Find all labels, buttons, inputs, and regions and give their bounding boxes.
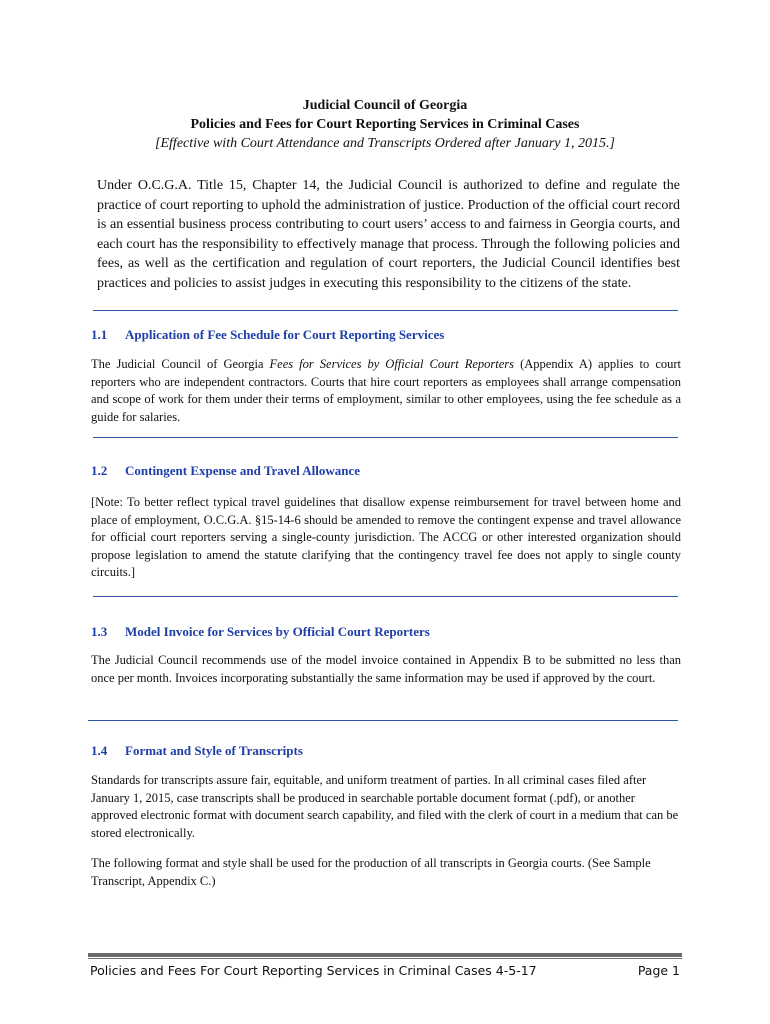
document-subtitle: Policies and Fees for Court Reporting Services in Criminal Cases xyxy=(190,117,580,132)
footer-rule-thin xyxy=(88,958,682,959)
section-title: Model Invoice for Services by Official Court Reporters xyxy=(125,624,430,639)
section-heading-1-3 xyxy=(91,624,430,640)
section-number: 1.2 xyxy=(91,463,108,478)
section-divider xyxy=(93,310,678,311)
section-heading-1-4 xyxy=(91,743,303,759)
section-body-1-1 xyxy=(91,356,681,426)
footer-document-title: Policies and Fees For Court Reporting Services in Criminal Cases 4-5-17 xyxy=(90,963,537,978)
effective-date-note: [Effective with Court Attendance and Transcripts Ordered after January 1, 2015.] xyxy=(155,136,615,151)
section-body-1-4-continued: The following format and style shall be used for the production of all transcripts in Georgia courts. (See Sample Transcript, Appendix C.) xyxy=(91,856,651,888)
body-text: The Judicial Council of Georgia xyxy=(91,357,270,371)
body-text-italic: Fees for Services by Official Court Reporters xyxy=(269,357,515,371)
footer-rule xyxy=(88,953,682,957)
section-title: Format and Style of Transcripts xyxy=(125,743,303,758)
section-title: Contingent Expense and Travel Allowance xyxy=(125,463,360,478)
section-heading-1-2 xyxy=(91,463,360,479)
section-title: Application of Fee Schedule for Court Reporting Services xyxy=(125,327,445,342)
section-divider xyxy=(88,720,678,721)
intro-paragraph: Under O.C.G.A. Title 15, Chapter 14, the Judicial Council is authorized to define and regulate the practice of court reporting to uphold the administration of justice. Production of the official court record is an essential business process contributing to court users’ access to and fairness in Georgia courts, and each court has the responsibility to effectively manage that process. Through the following policies and fees, as well as the certification and regulation of court reporters, the Judicial Council identifies best practices and policies to assist judges in executing this responsibility to the citizens of the state. xyxy=(97,178,680,291)
section-number: 1.1 xyxy=(91,327,108,342)
document-title: Judicial Council of Georgia xyxy=(302,98,468,113)
section-body-1-3: The Judicial Council recommends use of the model invoice contained in Appendix B to be submitted no less than once per month. Invoices incorporating substantially the same information may be used if approved by the court. xyxy=(91,653,681,685)
section-heading-1-1 xyxy=(91,327,444,343)
section-body-1-2: [Note: To better reflect typical travel guidelines that disallow expense reimbursement for travel between home and place of employment, O.C.G.A. §15-14-6 should be amended to remove the contingent expense and travel allowance for official court reporters serving a single-county jurisdiction. The ACCG or other interested organization should propose legislation to amend the statute clarifying that the contingency travel fee does not apply to single county circuits.] xyxy=(91,495,681,579)
body-text: (Appendix A) applies to court reporters who are independent contractors. Courts that hire court reporters as employees shall arrange compensation and scope of work for them under their terms of employment, similar to other employees, using the fee schedule as a guide for salaries. xyxy=(91,357,682,424)
section-divider xyxy=(93,437,678,438)
section-number: 1.4 xyxy=(91,743,108,758)
section-number: 1.3 xyxy=(91,624,108,639)
title-block xyxy=(0,96,770,153)
page-number: Page 1 xyxy=(637,963,680,978)
section-body-1-4: Standards for transcripts assure fair, equitable, and uniform treatment of parties. In all criminal cases filed after January 1, 2015, case transcripts shall be produced in searchable portable document format (.pdf), or another approved electronic format with document search capability, and filed with the clerk of court in a medium that can be stored electronically. xyxy=(91,773,679,840)
section-divider xyxy=(93,596,678,597)
